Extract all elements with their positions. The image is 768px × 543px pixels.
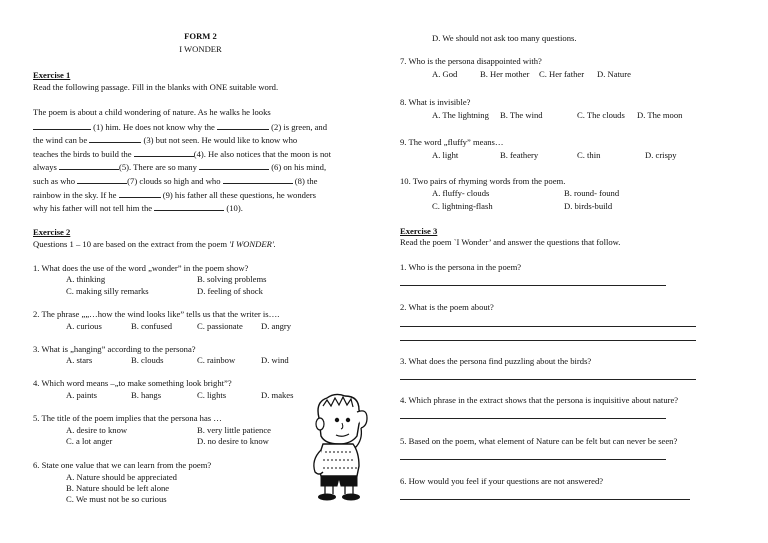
option-7c[interactable]: C. Her father	[539, 69, 585, 79]
exercise1-passage	[33, 107, 368, 216]
option-9b[interactable]: B. feathery	[500, 150, 539, 160]
ex3-question-6: 6. How would you feel if your questions are not answered?	[400, 476, 604, 486]
passage-text: always	[33, 162, 60, 173]
option-9a[interactable]: A. light	[432, 150, 459, 160]
exercise3-instruction: Read the poem `I Wonder’ and answer the questions that follow.	[400, 237, 621, 247]
ex3-question-5: 5. Based on the poem, what element of Nature can be felt but can never be seen?	[400, 436, 678, 446]
blank-8[interactable]	[223, 175, 293, 184]
question-8: 8. What is invisible?	[400, 97, 471, 107]
answer-line[interactable]	[400, 285, 666, 286]
passage-line-6	[33, 175, 368, 189]
option-8a[interactable]: A. The lightning	[432, 110, 489, 120]
question-1: 1. What does the use of the word „wonder” in the poem show?	[33, 263, 249, 273]
passage-text: teaches the birds to build the	[33, 148, 134, 159]
option-8d[interactable]: D. The moon	[637, 110, 683, 120]
form-label: FORM 2	[184, 31, 217, 41]
passage-line-8	[33, 202, 368, 216]
option-1a[interactable]: A. thinking	[66, 274, 106, 284]
option-3a[interactable]: A. stars	[66, 355, 93, 365]
poem-title-ref: 'I WONDER'.	[229, 239, 276, 249]
option-10c[interactable]: C. lightning-flash	[432, 201, 493, 211]
answer-line[interactable]	[400, 379, 696, 380]
question-2: 2. The phrase „„…how the wind looks like” tells us that the writer is….	[33, 309, 280, 319]
passage-text: (7) clouds so high and who	[127, 175, 223, 186]
answer-line[interactable]	[400, 418, 666, 419]
ex3-question-3: 3. What does the persona find puzzling about the birds?	[400, 356, 592, 366]
blank-10[interactable]	[154, 202, 224, 211]
option-10a[interactable]: A. fluffy- clouds	[432, 188, 490, 198]
passage-text: the wind can be	[33, 135, 90, 146]
option-2b[interactable]: B. confused	[131, 321, 173, 331]
instruction-text: Questions 1 – 10 are based on the extract from the poem	[33, 239, 230, 249]
option-6d[interactable]: D. We should not ask too many questions.	[432, 33, 577, 43]
blank-3[interactable]	[89, 134, 141, 143]
cartoon-boy-icon	[305, 392, 373, 502]
option-8c[interactable]: C. The clouds	[577, 110, 625, 120]
blank-7[interactable]	[77, 175, 127, 184]
passage-text: why his father will not tell him the	[33, 203, 155, 214]
option-2c[interactable]: C. passionate	[197, 321, 243, 331]
passage-text: rainbow in the sky. If he	[33, 189, 119, 200]
answer-line[interactable]	[400, 499, 690, 500]
exercise1-instruction: Read the following passage. Fill in the blanks with ONE suitable word.	[33, 82, 279, 92]
option-5a[interactable]: A. desire to know	[66, 425, 128, 435]
option-7d[interactable]: D. Nature	[597, 69, 631, 79]
question-6: 6. State one value that we can learn from the poem?	[33, 460, 212, 470]
passage-text: (2) is green, and	[269, 121, 328, 132]
passage-line-7	[33, 189, 368, 203]
exercise2-instruction	[33, 239, 276, 250]
option-9c[interactable]: C. thin	[577, 150, 601, 160]
blank-1[interactable]	[33, 121, 91, 130]
option-4b[interactable]: B. hangs	[131, 390, 162, 400]
option-1b[interactable]: B. solving problems	[197, 274, 267, 284]
passage-text: The poem is about a child wondering of nature. As he walks he looks	[33, 107, 271, 117]
passage-line-2	[33, 121, 368, 135]
passage-text: such as who	[33, 175, 78, 186]
option-5d[interactable]: D. no desire to know	[197, 436, 269, 446]
exercise2-heading: Exercise 2	[33, 227, 71, 237]
ex3-question-4: 4. Which phrase in the extract shows that the persona is inquisitive about nature?	[400, 395, 679, 405]
blank-4[interactable]	[134, 148, 194, 157]
ex3-question-1: 1. Who is the persona in the poem?	[400, 262, 522, 272]
blank-2[interactable]	[217, 121, 269, 130]
blank-6[interactable]	[199, 161, 269, 170]
option-3d[interactable]: D. wind	[261, 355, 289, 365]
passage-line-1	[33, 107, 368, 121]
passage-text: (3) but not seen. He would like to know who	[141, 135, 298, 146]
option-6c[interactable]: C. We must not be so curious	[66, 494, 167, 504]
passage-text: (8) the	[292, 175, 318, 186]
question-10: 10. Two pairs of rhyming words from the poem.	[400, 176, 566, 186]
passage-text: (4). He also notices that the moon is not	[193, 148, 331, 159]
option-4c[interactable]: C. lights	[197, 390, 227, 400]
passage-line-5	[33, 161, 368, 175]
question-3: 3. What is „hanging” according to the persona?	[33, 344, 196, 354]
answer-line[interactable]	[400, 459, 666, 460]
passage-text: (1) him. He does not know why the	[91, 121, 218, 132]
option-4d[interactable]: D. makes	[261, 390, 294, 400]
option-4a[interactable]: A. paints	[66, 390, 98, 400]
page-title: I WONDER	[179, 44, 222, 54]
option-7b[interactable]: B. Her mother	[480, 69, 530, 79]
answer-line[interactable]	[400, 326, 696, 327]
question-9: 9. The word „fluffy” means…	[400, 137, 504, 147]
passage-text: (5). There are so many	[119, 162, 200, 173]
option-10d[interactable]: D. birds-build	[564, 201, 613, 211]
option-3b[interactable]: B. clouds	[131, 355, 164, 365]
option-3c[interactable]: C. rainbow	[197, 355, 236, 365]
option-10b[interactable]: B. round- found	[564, 188, 620, 198]
passage-text: (10).	[224, 203, 243, 214]
passage-line-3	[33, 134, 368, 148]
option-5b[interactable]: B. very little patience	[197, 425, 271, 435]
option-1d[interactable]: D. feeling of shock	[197, 286, 263, 296]
exercise1-heading: Exercise 1	[33, 70, 71, 80]
question-5: 5. The title of the poem implies that the persona has …	[33, 413, 222, 423]
option-8b[interactable]: B. The wind	[500, 110, 543, 120]
passage-text: (9) his father all these questions, he wonders	[160, 189, 316, 200]
answer-line[interactable]	[400, 340, 696, 341]
option-2d[interactable]: D. angry	[261, 321, 292, 331]
option-6a[interactable]: A. Nature should be appreciated	[66, 472, 177, 482]
option-9d[interactable]: D. crispy	[645, 150, 677, 160]
question-4: 4. Which word means –„to make something look bright”?	[33, 378, 232, 388]
passage-text: (6) on his mind,	[269, 162, 327, 173]
exercise3-heading: Exercise 3	[400, 226, 438, 236]
passage-line-4	[33, 148, 368, 162]
option-1c[interactable]: C. making silly remarks	[66, 286, 149, 296]
option-2a[interactable]: A. curious	[66, 321, 102, 331]
question-7: 7. Who is the persona disappointed with?	[400, 56, 542, 66]
option-5c[interactable]: C. a lot anger	[66, 436, 113, 446]
blank-5[interactable]	[59, 161, 119, 170]
ex3-question-2: 2. What is the poem about?	[400, 302, 494, 312]
blank-9[interactable]	[119, 189, 161, 198]
option-7a[interactable]: A. God	[432, 69, 458, 79]
option-6b[interactable]: B. Nature should be left alone	[66, 483, 170, 493]
